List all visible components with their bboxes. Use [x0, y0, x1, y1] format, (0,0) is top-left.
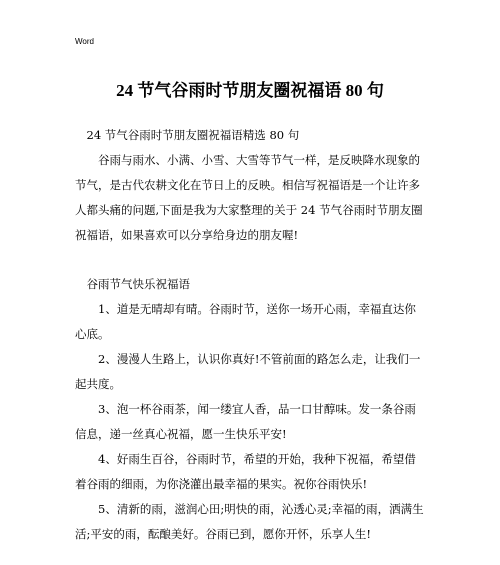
- blessing-item-1: 1、道是无晴却有晴。谷雨时节，送你一场开心雨，幸福直达你心底。: [75, 302, 416, 341]
- blank-line: [75, 248, 427, 272]
- intro-paragraph: 谷雨与雨水、小满、小雪、大雪等节气一样，是反映降水现象的节气，是古代农耕文化在节日上的反映。相信写祝福语是一个让许多人都头痛的问题,下面是我为大家整理的关于 24 节气谷雨时节朋友圈祝福语，如果喜欢可以分享给身边的朋友喔!: [75, 153, 423, 242]
- section-heading: 谷雨节气快乐祝福语: [86, 277, 190, 291]
- blessing-item-3: 3、泡一杯谷雨茶，闻一缕宜人香，品一口甘醇味。发一条谷雨信息，递一丝真心祝福，愿一生快乐平安!: [75, 402, 416, 441]
- header-label: Word: [75, 37, 94, 46]
- intro-heading: 24 节气谷雨时节朋友圈祝福语精选 80 句: [86, 128, 300, 142]
- document-title: 24 节气谷雨时节朋友圈祝福语 80 句: [116, 81, 384, 100]
- blessing-item-4: 4、好雨生百谷，谷雨时节，希望的开始，我种下祝福，希望借着谷雨的细雨，为你浇灌出最幸福的果实。祝你谷雨快乐!: [75, 452, 416, 491]
- blessing-item-5: 5、清新的雨，滋润心田;明快的雨，沁透心灵;幸福的雨，洒满生活;平安的雨，酝酿美好。谷雨已到，愿你开怀，乐享人生!: [75, 502, 424, 541]
- blessing-item-2: 2、漫漫人生路上，认识你真好!不管前面的路怎么走，让我们一起共度。: [75, 352, 421, 391]
- document-body: [75, 123, 427, 547]
